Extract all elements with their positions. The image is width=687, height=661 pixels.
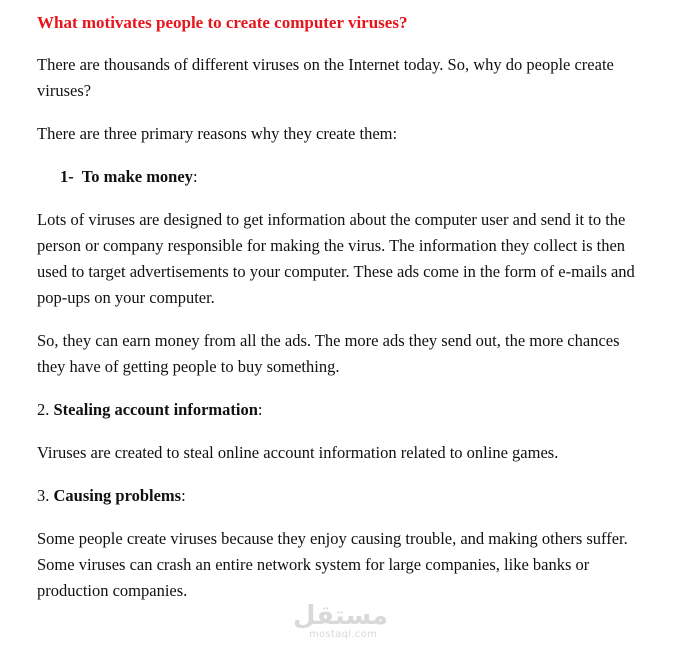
section-2-number: 2. (37, 400, 50, 419)
section-2-paragraph-1: Viruses are created to steal online account information related to online games. (37, 443, 559, 462)
section-3-heading (37, 483, 637, 509)
watermark-site: mostaql.com (308, 629, 378, 640)
section-1-number: 1- (60, 167, 74, 186)
section-2-suffix: : (257, 400, 263, 419)
reasons-intro-paragraph: There are three primary reasons why they create them: (37, 124, 398, 143)
section-1-paragraph-1: Lots of viruses are designed to get information about the computer user and send it to the person or company responsible for making the virus. The information they collect is then used to target advertisements to your computer. These ads come in the form of e-mails and pop-ups on your computer. (37, 210, 635, 307)
section-1-heading (37, 164, 637, 190)
watermark-logo: مستقل (292, 601, 388, 631)
section-3-suffix: : (181, 486, 186, 505)
section-1-paragraph-2: So, they can earn money from all the ads. The more ads they send out, the more chances they have of getting people to buy something. (37, 331, 620, 376)
section-2-heading (37, 397, 637, 423)
section-3-number: 3. (37, 486, 50, 505)
document-title: What motivates people to create computer viruses? (37, 13, 408, 32)
section-1-title: To make money (81, 167, 193, 186)
section-2-title: Stealing account information (53, 400, 258, 419)
mostaql-watermark (292, 601, 388, 641)
section-3-title: Causing problems (53, 486, 182, 505)
intro-paragraph: There are thousands of different viruses on the Internet today. So, why do people create viruses? (37, 55, 614, 100)
section-1-suffix: : (192, 167, 198, 186)
section-3-paragraph-1: Some people create viruses because they enjoy causing trouble, and making others suffer. Some viruses can crash an entire network system for large companies, like banks or production companies. (37, 529, 628, 600)
document-body (37, 10, 637, 621)
